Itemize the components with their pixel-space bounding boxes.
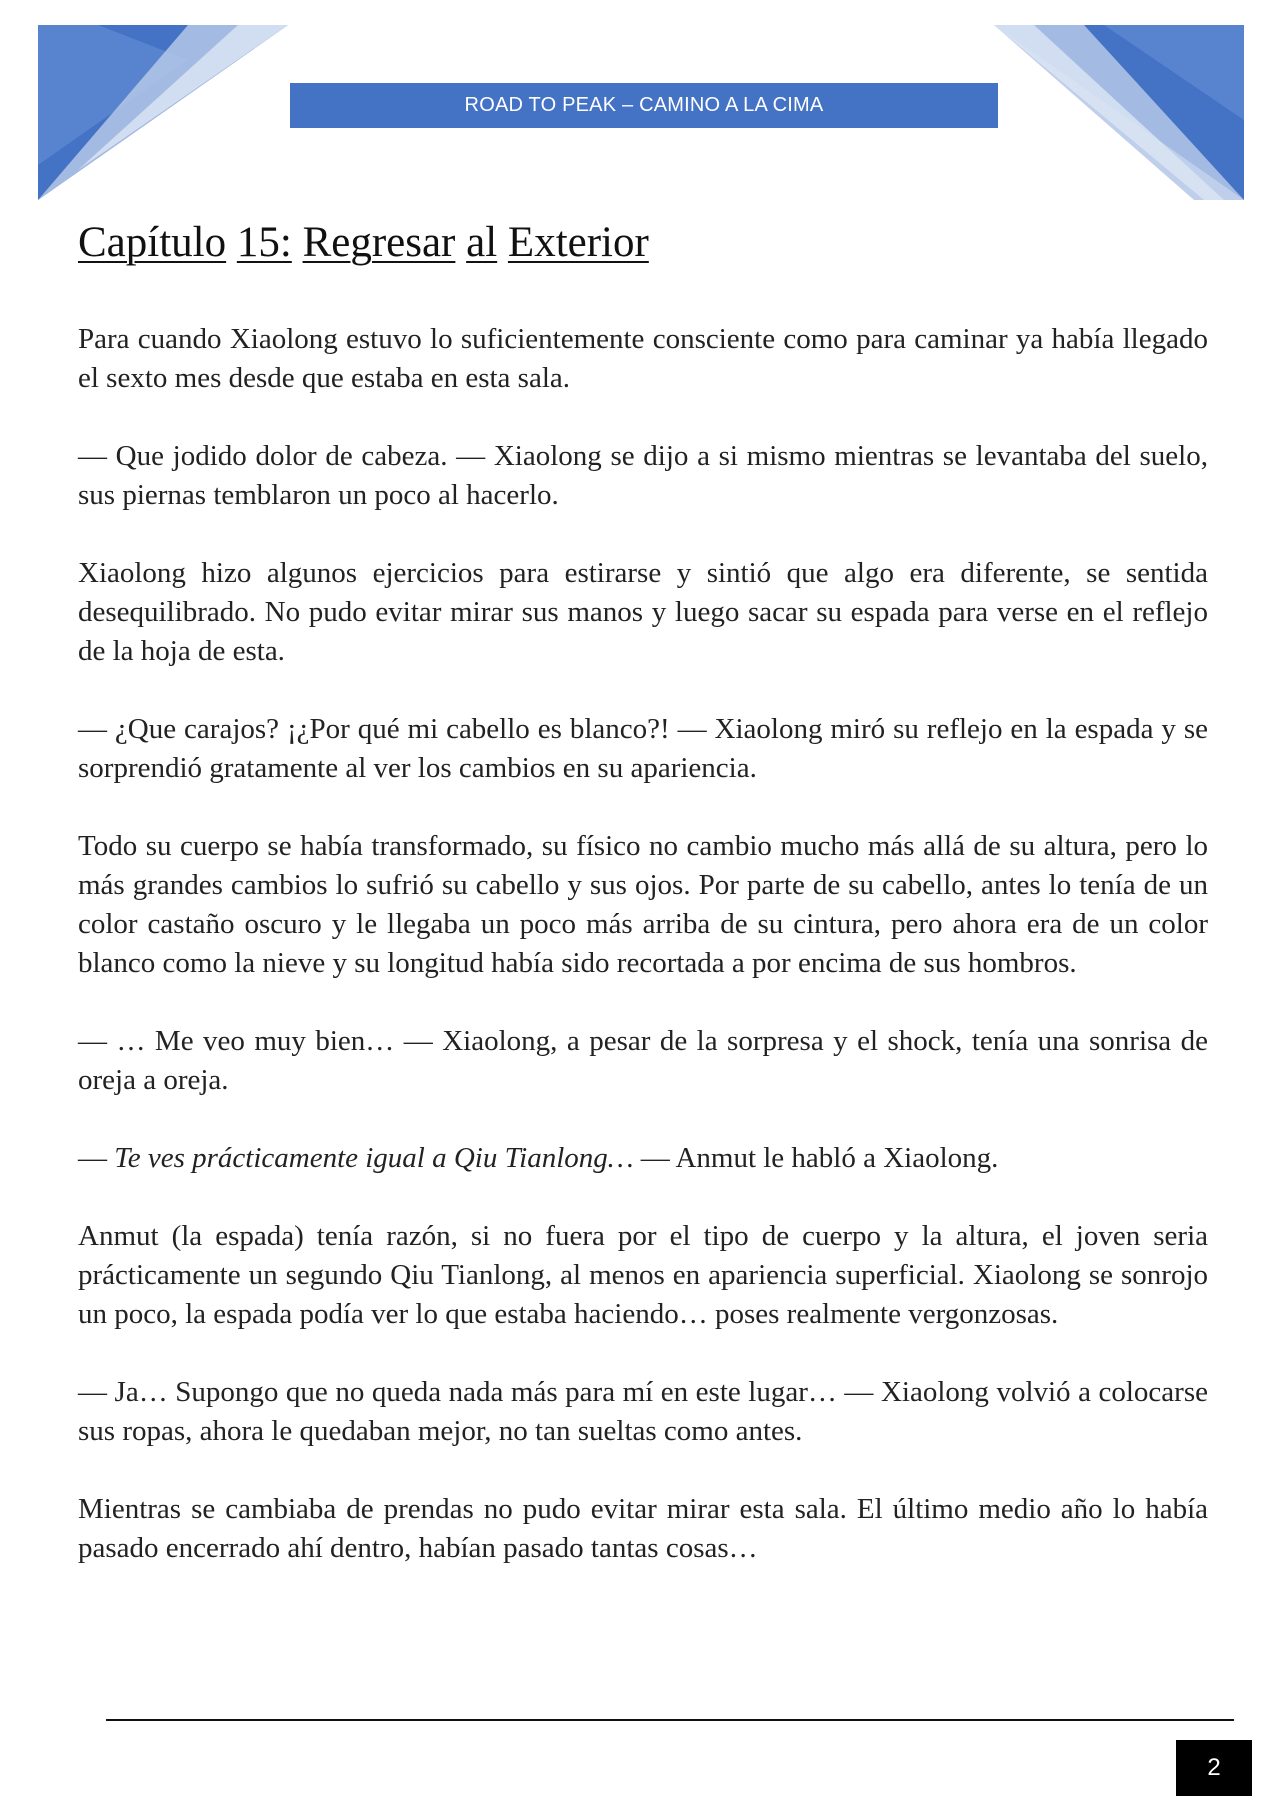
page-number-box [1176, 1740, 1252, 1796]
dialogue-paragraph: — ¿Que carajos? ¡¿Por qué mi cabello es blanco?! — Xiaolong miró su reflejo en la espada y se sorprendió gratamente al ver los cambios en su apariencia. [78, 713, 1208, 784]
chapter-title-word: Capítulo [78, 219, 227, 266]
body-paragraph: Todo su cuerpo se había transformado, su físico no cambio mucho más allá de su altura, pero lo más grandes cambios lo sufrió su cabello y sus ojos. Por parte de su cabello, antes lo tenía de un color castaño oscuro y le llegaba un poco más arriba de su cintura, pero ahora era de un color blanco como la nieve y su longitud había sido recortada a por encima de sus hombros. [78, 830, 1208, 979]
corner-decoration-left [38, 0, 288, 200]
chapter-title [78, 210, 649, 276]
body-paragraph: Mientras se cambiaba de prendas no pudo evitar mirar esta sala. El último medio año lo había pasado encerrado ahí dentro, habían pasado tantas cosas… [78, 1493, 1208, 1564]
corner-decoration-right [994, 0, 1244, 200]
chapter-body [78, 320, 1208, 1568]
dialogue-paragraph: — Ja… Supongo que no queda nada más para mí en este lugar… — Xiaolong volvió a colocarse sus ropas, ahora le quedaban mejor, no tan sueltas como antes. [78, 1376, 1208, 1447]
footer-divider [106, 1719, 1234, 1721]
thought-suffix: — Anmut le habló a Xiaolong. [633, 1142, 999, 1174]
body-paragraph: Xiaolong hizo algunos ejercicios para estirarse y sintió que algo era diferente, se sentida desequilibrado. No pudo evitar mirar sus manos y luego sacar su espada para verse en el reflejo de la hoja de esta. [78, 557, 1208, 667]
thought-paragraph [78, 1139, 1208, 1178]
dialogue-paragraph: — … Me veo muy bien… — Xiaolong, a pesar de la sorpresa y el shock, tenía una sonrisa de oreja a oreja. [78, 1025, 1208, 1096]
body-paragraph: Para cuando Xiaolong estuvo lo suficientemente consciente como para caminar ya había llegado el sexto mes desde que estaba en esta sala. [78, 323, 1208, 394]
page-number: 2 [1207, 1754, 1221, 1781]
dialogue-paragraph: — Que jodido dolor de cabeza. — Xiaolong se dijo a si mismo mientras se levantaba del suelo, sus piernas temblaron un poco al hacerlo. [78, 440, 1208, 511]
thought-prefix: — [78, 1142, 115, 1174]
chapter-title-word: Exterior [507, 219, 649, 266]
thought-text: Te ves prácticamente igual a Qiu Tianlong… [114, 1142, 634, 1174]
chapter-title-word: al [466, 219, 498, 266]
running-header-title: ROAD TO PEAK – CAMINO A LA CIMA [464, 94, 824, 116]
running-header [290, 83, 998, 128]
chapter-title-word: 15: [236, 219, 292, 266]
body-paragraph: Anmut (la espada) tenía razón, si no fuera por el tipo de cuerpo y la altura, el joven seria prácticamente un segundo Qiu Tianlong, al menos en apariencia superficial. Xiaolong se sonrojo un poco, la espada podía ver lo que estaba haciendo… poses realmente vergonzosas. [78, 1220, 1208, 1330]
chapter-title-word: Regresar [302, 219, 456, 266]
